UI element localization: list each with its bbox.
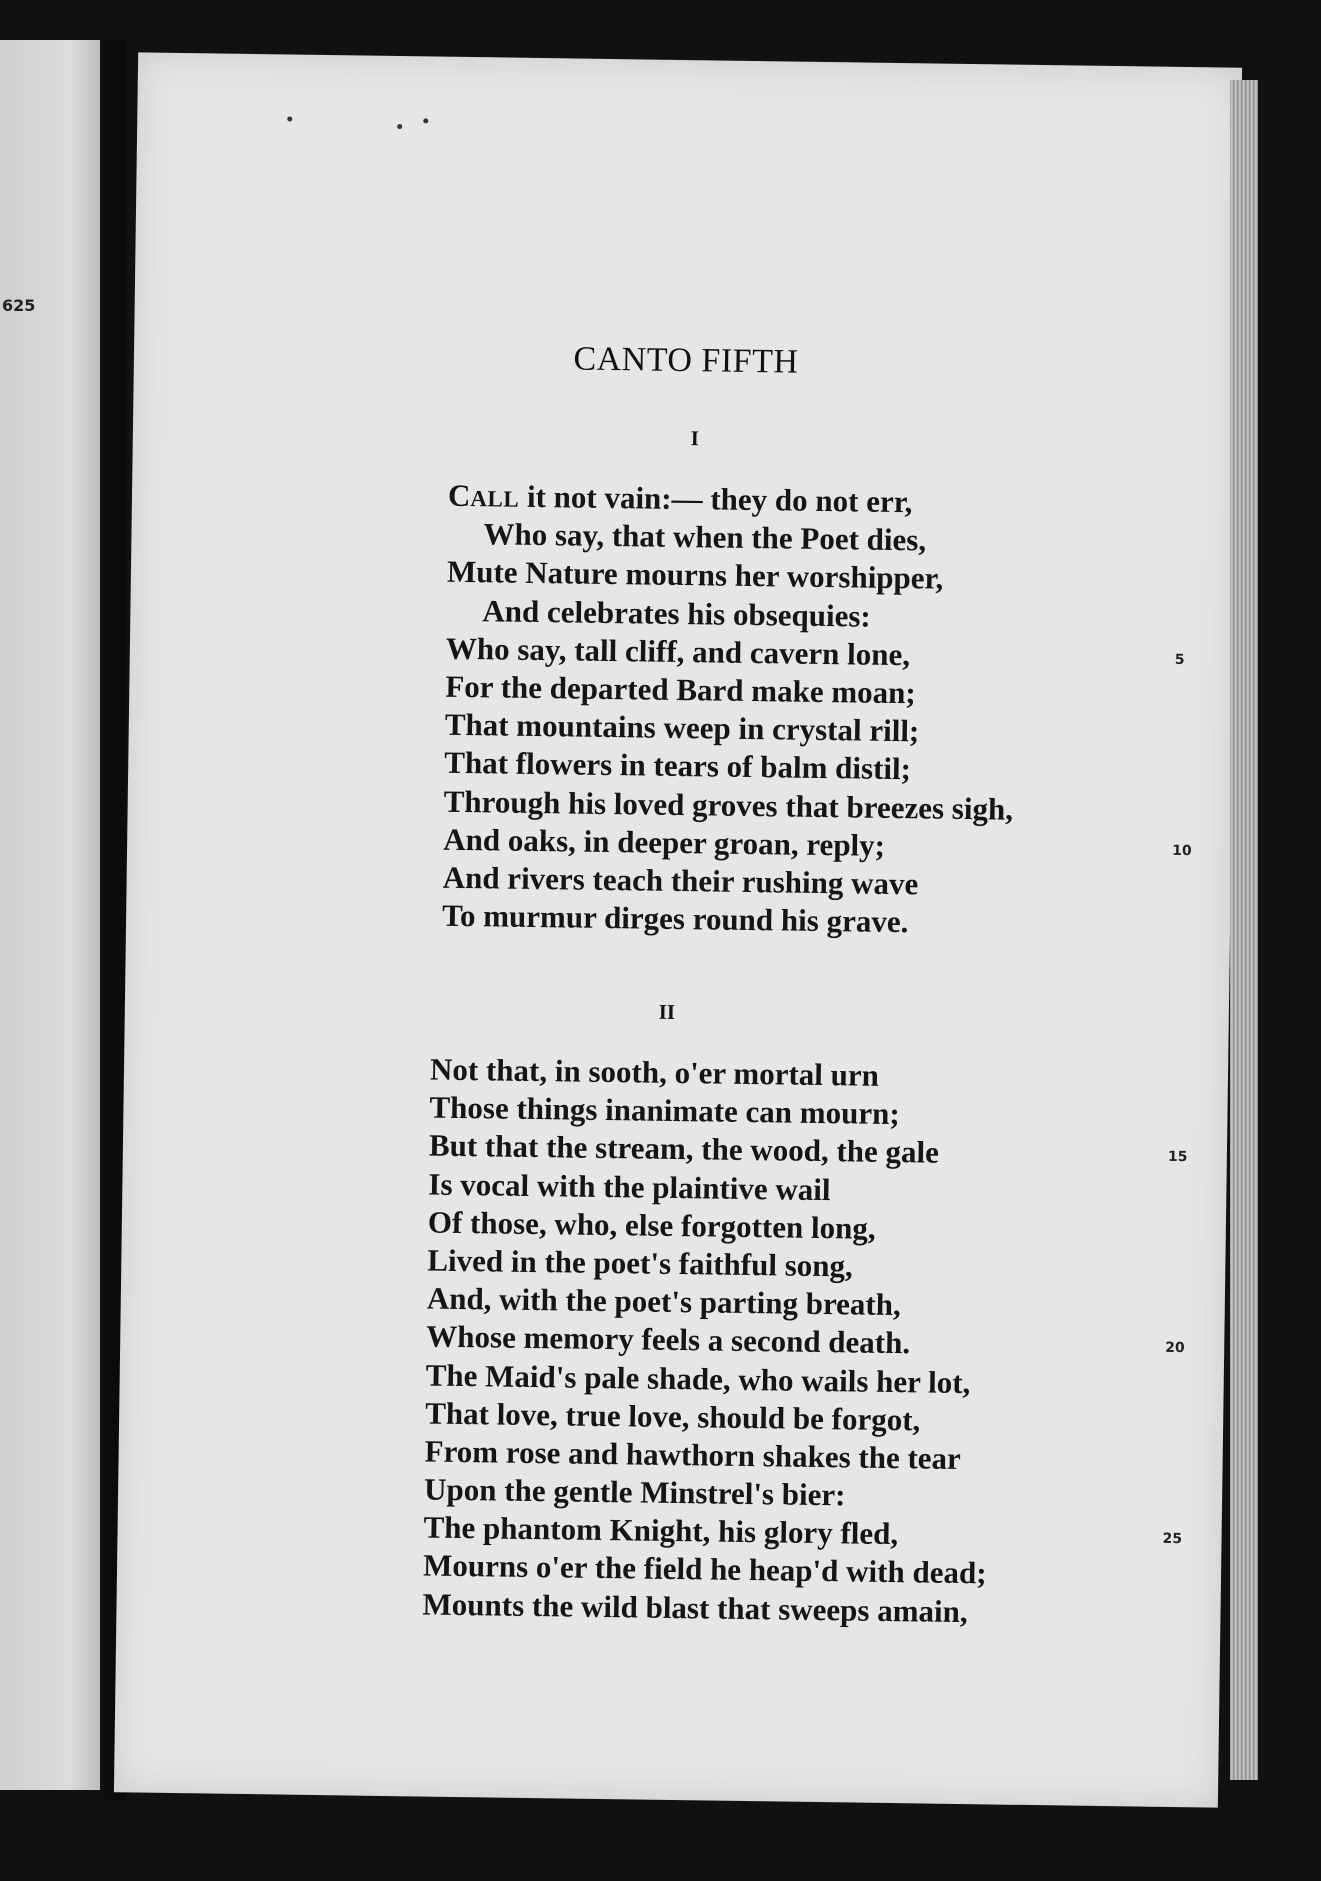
page-block-edge bbox=[1230, 80, 1258, 1780]
small-caps-initial: C bbox=[447, 477, 471, 514]
verse-line-text: And oaks, in deeper groan, reply; bbox=[443, 821, 886, 863]
verse-line bbox=[422, 1585, 986, 1631]
verse-line-text: And, with the poet's parting breath, bbox=[426, 1280, 901, 1323]
stanza-numeral: I bbox=[690, 426, 700, 451]
line-number: 25 bbox=[1162, 1531, 1183, 1548]
verse-line-text: To murmur dirges round his grave. bbox=[441, 897, 909, 940]
verse-line-text: Those things inanimate can mourn; bbox=[429, 1089, 900, 1132]
book-page bbox=[114, 52, 1242, 1872]
verse-line-text: Mounts the wild blast that sweeps amain, bbox=[422, 1586, 968, 1629]
verse-line-text: The phantom Knight, his glory fled, bbox=[423, 1509, 899, 1552]
verse-line-text: The Maid's pale shade, who wails her lot, bbox=[425, 1357, 971, 1400]
page-number: 81 bbox=[657, 1837, 689, 1872]
stanza-numeral: II bbox=[658, 999, 676, 1024]
verse-line-text: Mourns o'er the field he heap'd with dead; bbox=[422, 1547, 987, 1591]
verse-line-text: That mountains weep in crystal rill; bbox=[444, 706, 920, 749]
verse-line-text: That love, true love, should be forgot, bbox=[424, 1395, 921, 1438]
verse-line-text: it not vain:— they do not err, bbox=[518, 478, 913, 520]
verse-line-text: Lived in the poet's faithful song, bbox=[427, 1242, 854, 1284]
line-number: 10 bbox=[1172, 842, 1192, 859]
page-speck bbox=[423, 118, 428, 123]
verse-line bbox=[442, 897, 1012, 943]
verse-line-text: Who say, tall cliff, and cavern lone, bbox=[445, 630, 911, 672]
line-number: 20 bbox=[1165, 1340, 1185, 1357]
small-caps-rest: ALL bbox=[470, 486, 520, 512]
previous-page-edge bbox=[0, 40, 100, 1790]
line-number: 5 bbox=[1174, 651, 1185, 668]
verse-line-text: Upon the gentle Minstrel's bier: bbox=[423, 1471, 846, 1513]
verse-line-text: Who say, that when the Poet dies, bbox=[483, 516, 927, 558]
canto-title: CANTO FIFTH bbox=[573, 340, 799, 381]
verse-line-text: From rose and hawthorn shakes the tear bbox=[424, 1433, 962, 1476]
line-number-column bbox=[1162, 67, 1223, 1548]
verse-line-text: For the departed Bard make moan; bbox=[445, 668, 917, 711]
verse-line-text: Through his loved groves that breezes sigh, bbox=[443, 783, 1014, 827]
verse-line-text: Whose memory feels a second death. bbox=[426, 1318, 911, 1361]
verse-line-text: That flowers in tears of balm distil; bbox=[444, 745, 912, 787]
verse-line-text: Not that, in sooth, o'er mortal urn bbox=[429, 1051, 880, 1093]
verse-line-text: Mute Nature mourns her worshipper, bbox=[446, 554, 944, 597]
stanza-lines bbox=[422, 1051, 993, 1632]
stanza-lines bbox=[442, 477, 1018, 943]
page-speck bbox=[287, 116, 292, 121]
verse-line-text: And rivers teach their rushing wave bbox=[442, 859, 919, 902]
verse-line-text: Is vocal with the plaintive wail bbox=[428, 1166, 831, 1207]
line-number: 15 bbox=[1167, 1149, 1188, 1166]
verse-line-text: Of those, who, else forgotten long, bbox=[427, 1204, 876, 1246]
verse-line-text: And celebrates his obsequies: bbox=[482, 592, 872, 634]
page-speck bbox=[397, 124, 402, 129]
previous-page-line-number: 625 bbox=[2, 296, 36, 315]
verse-line-text: But that the stream, the wood, the gale bbox=[428, 1127, 940, 1171]
